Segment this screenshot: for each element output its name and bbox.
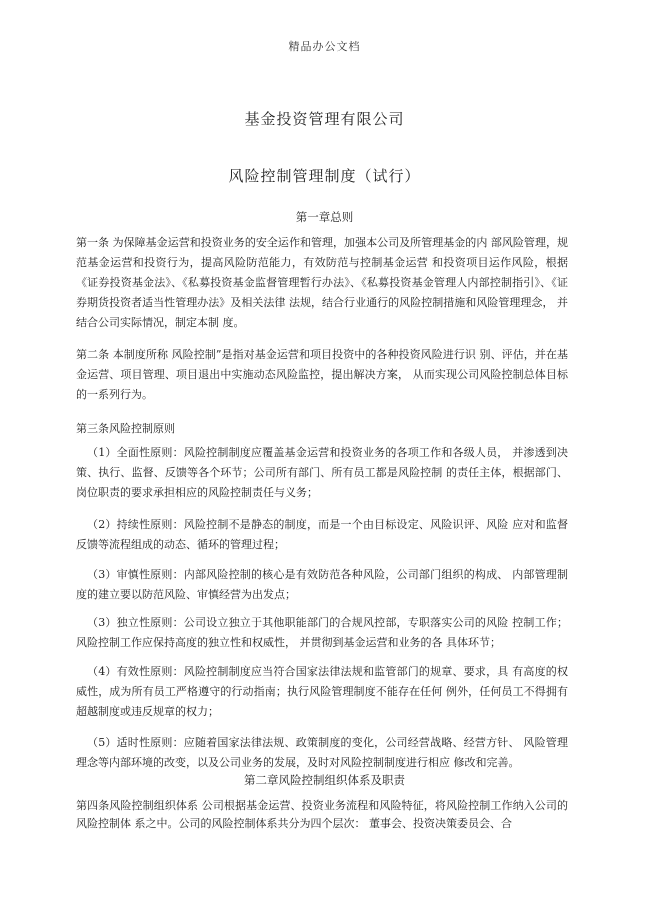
company-name: 基金投资管理有限公司 — [244, 110, 405, 128]
article-4: 第四条风险控制组织体系 公司根据基金运营、投资业务流程和风险特征，将风险控制工作纳入公司的风险控制体 系之中。公司的风险控制体系共分为四个层次： 董事会、投资决策委员会、合 — [76, 799, 568, 830]
article-2: 第二条 本制度所称 风险控制”是指对基金运营和项目投资中的各种投资风险进行识 别、评估，并在基金运营、项目管理、项目退出中实施动态风险监控，提出解决方案， 从而实现公司风险控制总体目标的一系列行为。 — [76, 348, 568, 401]
document-title: 风险控制管理制度（试行） — [228, 167, 421, 185]
principle-item: （1）全面性原则：风险控制制度应覆盖基金运营和投资业务的各项工作和各级人员， 并渗透到决策、执行、监督、反馈等各个环节；公司所有部门、所有员工都是风险控制 的责任主体，根据部门、岗位职责的要求承担相应的风险控制责任与义务； — [76, 446, 568, 499]
principle-item: （3）审慎性原则：内部风险控制的核心是有效防范各种风险，公司部门组织的构成、 内部管理制度的建立要以防范风险、审慎经营为出发点； — [76, 568, 568, 601]
chapter-heading: 第二章风险控制组织体系及职责 — [244, 773, 405, 787]
article-3-heading: 第三条风险控制原则 — [76, 422, 175, 435]
principle-item: （4）有效性原则：风险控制制度应当符合国家法律法规和监管部门的规章、要求，具 有高度的权威性，成为所有员工严格遵守的行动指南；执行风险管理制度不能存在任何 例外，任何员工不得拥有超越制度或违反规章的权力； — [76, 665, 568, 718]
page-header: 精品办公文档 — [288, 40, 361, 53]
principle-item: （3）独立性原则：公司设立独立于其他职能部门的合规风控部，专职落实公司的风险 控制工作；风险控制工作应保持高度的独立性和权威性， 并贯彻到基金运营和业务的各 具体环节； — [76, 616, 568, 649]
chapter-heading: 第一章总则 — [295, 210, 354, 224]
principle-item: （2）持续性原则：风险控制不是静态的制度，而是一个由目标设定、风险识评、风险 应对和监督反馈等流程组成的动态、循环的管理过程； — [76, 518, 568, 551]
principle-item: （5）适时性原则：应随着国家法律法规、政策制度的变化，公司经营战略、经营方针、 风险管理理念等内部环境的改变，以及公司业务的发展，及时对风险控制制度进行相应 修改和完善。 — [76, 736, 568, 769]
article-1: 第一条 为保障基金运营和投资业务的安全运作和管理，加强本公司及所管理基金的内 部风险管理，规范基金运营和投资行为，提高风险防范能力，有效防范与控制基金运营 和投资项目运作风险，根据《证券投资基金法》、《私募投资基金监督管理暂行办法》、《私募投资基金管理人内部控制指引》、《证券期货投资者适当性管理办法》及相关法律 法规，结合行业通行的风险控制措施和风险管理理念， 并结合公司实际情况，制定本制 度。 — [76, 236, 568, 329]
